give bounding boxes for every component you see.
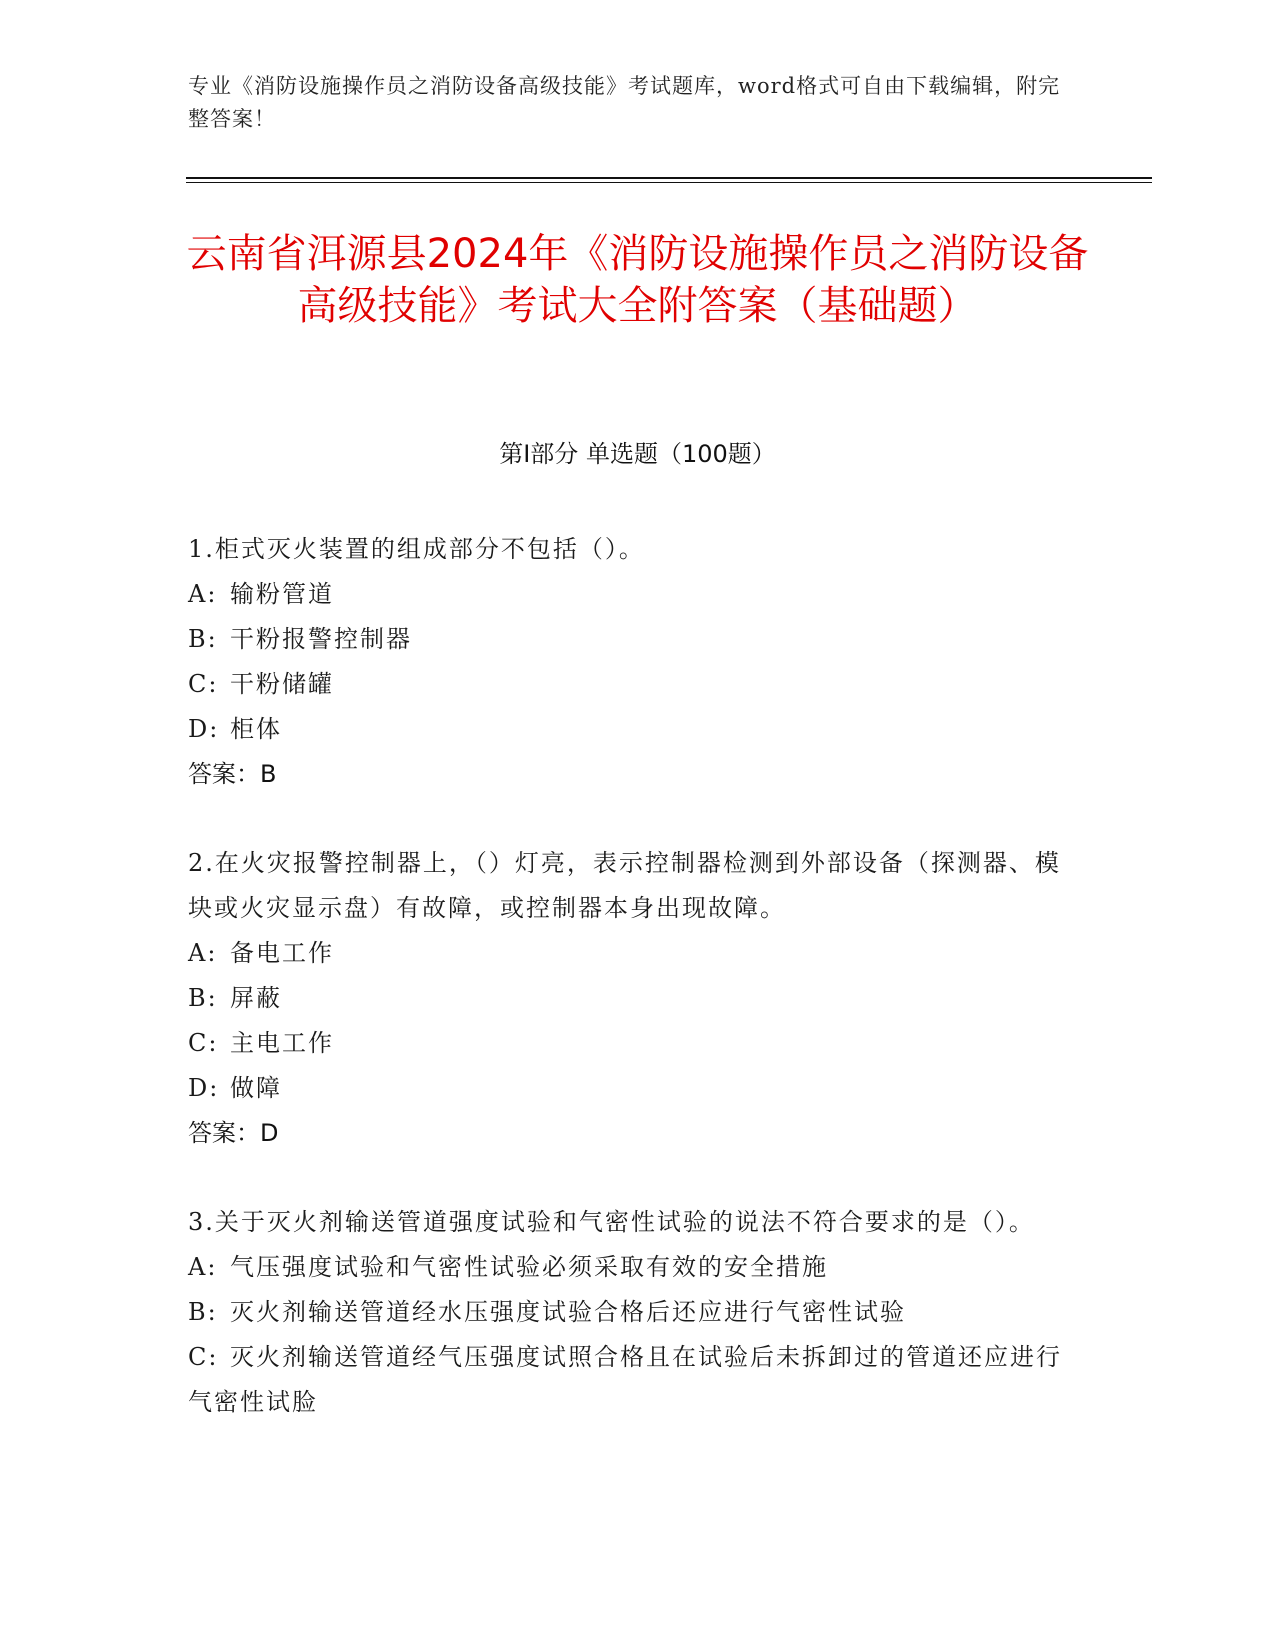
option-c (188, 1335, 1068, 1425)
option-d (188, 707, 1068, 752)
question-stem: 2.在火灾报警控制器上，（）灯亮，表示控制器检测到外部设备（探测器、模块或火灾显示盘）有故障，或控制器本身出现故障。 (188, 849, 1061, 922)
option-b (188, 976, 1068, 1021)
option-letter: D: (188, 715, 220, 743)
option-c (188, 662, 1068, 707)
option-letter: A: (188, 939, 218, 967)
option-a (188, 572, 1068, 617)
answer-line: 答案：D (188, 1119, 279, 1147)
question-list (188, 527, 1068, 1469)
option-text: 主电工作 (230, 1029, 334, 1057)
header-rule-thick (186, 177, 1152, 179)
question-1 (188, 527, 1068, 797)
option-c (188, 1021, 1068, 1066)
option-text: 屏蔽 (230, 984, 282, 1012)
option-text: 灭火剂输送管道经气压强度试照合格且在试验后未拆卸过的管道还应进行气密性试脸 (188, 1343, 1062, 1416)
question-3 (188, 1200, 1068, 1425)
option-letter: D: (188, 1074, 220, 1102)
option-b (188, 1290, 1068, 1335)
answer-line: 答案：B (188, 760, 277, 788)
option-letter: C: (188, 670, 219, 698)
option-letter: A: (188, 1253, 218, 1281)
option-b (188, 617, 1068, 662)
option-letter: B: (188, 1298, 218, 1326)
option-text: 备电工作 (230, 939, 334, 967)
option-letter: B: (188, 984, 218, 1012)
option-a (188, 931, 1068, 976)
question-2 (188, 841, 1068, 1156)
header-note: 专业《消防设施操作员之消防设备高级技能》考试题库，word格式可自由下载编辑，附完整答案！ (188, 74, 1061, 131)
question-stem: 3.关于灭火剂输送管道强度试验和气密性试验的说法不符合要求的是（）。 (188, 1208, 1035, 1236)
option-text: 灭火剂输送管道经水压强度试验合格后还应进行气密性试验 (230, 1298, 906, 1326)
option-text: 干粉储罐 (230, 670, 334, 698)
option-a (188, 1245, 1068, 1290)
document-title: 云南省洱源县2024年《消防设施操作员之消防设备高级技能》考试大全附答案（基础题） (186, 231, 1089, 329)
option-text: 柜体 (230, 715, 282, 743)
option-text: 干粉报警控制器 (230, 625, 412, 653)
option-letter: A: (188, 580, 218, 608)
option-letter: C: (188, 1029, 219, 1057)
option-text: 做障 (230, 1074, 282, 1102)
option-text: 气压强度试验和气密性试验必须采取有效的安全措施 (230, 1253, 828, 1281)
header-rule-thin (186, 182, 1152, 183)
question-stem: 1.柜式灭火装置的组成部分不包括（）。 (188, 535, 645, 563)
option-d (188, 1066, 1068, 1111)
option-letter: C: (188, 1343, 219, 1371)
option-letter: B: (188, 625, 218, 653)
option-text: 输粉管道 (230, 580, 334, 608)
section-title: 第I部分 单选题（100题） (499, 440, 776, 468)
